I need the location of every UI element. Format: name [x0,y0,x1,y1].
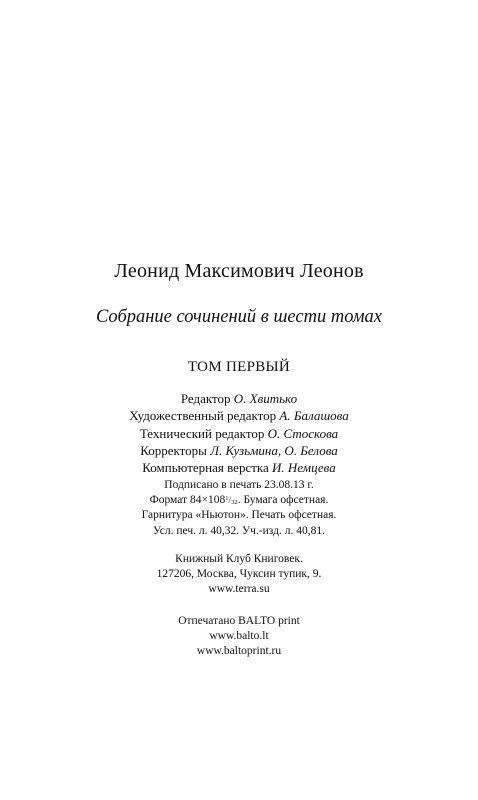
format-fraction: $^1/_{32}$ [225,495,238,507]
format-label: Формат 84×108 [149,494,226,507]
credit-role: Редактор [180,391,231,406]
volume-label: ТОМ ПЕРВЫЙ [187,359,291,375]
format-denominator: 32 [231,499,238,507]
credit-person: А. Балашова [279,408,349,424]
format-numerator: 1 [225,495,229,503]
credit-role: Художественный редактор [129,408,277,424]
publisher-block [0,552,478,598]
credit-person: Л. Кузьмина, О. Белова [210,442,338,458]
publisher-url: www.terra.su [208,583,270,596]
credit-person: И. Немцева [272,460,336,476]
publisher-address: 127206, Москва, Чуксин тупик, 9. [156,568,322,581]
printer-block [0,614,478,660]
credit-layout [0,459,478,476]
printer-name: Отпечатано BALTO print [178,615,300,627]
credit-person: О. Хвитько [233,391,298,406]
printer-url-lt: www.balto.lt [209,630,269,643]
author-name: Леонид Максимович Леонов [114,260,364,282]
format-paper: . Бумага офсетная. [237,494,329,507]
credit-tech-editor [0,425,478,442]
credits-block [0,390,478,476]
publisher-name: Книжный Клуб Книговек. [175,553,303,565]
printer-url-ru: www.baltoprint.ru [196,645,282,658]
typeface-info: Гарнитура «Ньютон». Печать офсетная. [141,509,337,522]
book-title: Собрание сочинений в шести томах [95,307,383,327]
credit-person: О. Стоскова [267,425,339,441]
credit-role: Корректоры [140,442,207,458]
credit-editor [0,390,478,407]
print-info-block [0,478,478,539]
printed-sheets: Усл. печ. л. 40,32. Уч.-изд. л. 40,81. [153,524,325,537]
credit-proofreaders [0,442,478,459]
credit-role: Технический редактор [139,425,265,441]
credit-art-editor [0,407,478,424]
credit-role: Компьютерная верстка [142,460,269,476]
paper-format [0,493,478,508]
signed-to-print: Подписано в печать 23.08.13 г. [164,479,314,491]
